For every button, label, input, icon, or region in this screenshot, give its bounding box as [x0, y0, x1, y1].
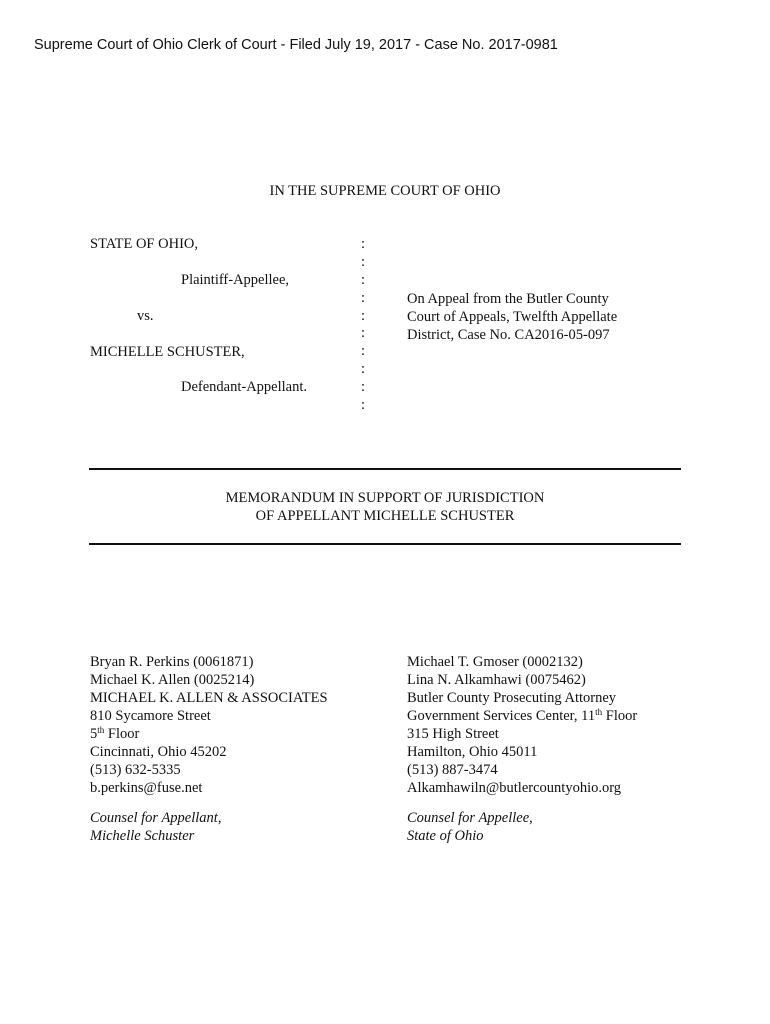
street-address: 315 High Street — [407, 726, 499, 742]
caption-separator: : — [361, 379, 366, 396]
caption-separator: : — [361, 361, 366, 378]
caption-separator: : — [361, 307, 366, 324]
building-name: Government Services Center, 11 — [407, 708, 596, 724]
caption-separator: : — [361, 289, 366, 306]
caption-separator-column — [361, 236, 371, 415]
counsel-role: Counsel for Appellee, — [407, 810, 533, 826]
appeal-origin-line: District, Case No. CA2016-05-097 — [407, 327, 610, 343]
floor-line — [90, 725, 410, 743]
top-divider — [89, 468, 681, 470]
plaintiff-role: Plaintiff-Appellee, — [181, 272, 290, 288]
memorandum-title-line: OF APPELLANT MICHELLE SCHUSTER — [255, 508, 515, 524]
defendant-name: MICHELLE SCHUSTER, — [90, 344, 245, 360]
floor-word: Floor — [104, 726, 140, 742]
caption-separator: : — [361, 397, 366, 414]
caption-separator: : — [361, 343, 366, 360]
phone-number: (513) 887-3474 — [407, 762, 498, 778]
counsel-role: Counsel for Appellant, — [90, 810, 222, 826]
appeal-origin-line: On Appeal from the Butler County — [407, 291, 609, 307]
plaintiff-name: STATE OF OHIO, — [90, 236, 198, 252]
counsel-role-party: State of Ohio — [407, 828, 484, 844]
attorney-name: Michael T. Gmoser (0002132) — [407, 654, 583, 670]
ordinal-suffix: th — [595, 707, 603, 717]
memorandum-title-line: MEMORANDUM IN SUPPORT OF JURISDICTION — [225, 490, 545, 506]
email-address: b.perkins@fuse.net — [90, 780, 203, 796]
attorney-name: Bryan R. Perkins (0061871) — [90, 654, 254, 670]
memorandum-title — [0, 489, 770, 525]
law-firm: MICHAEL K. ALLEN & ASSOCIATES — [90, 690, 328, 706]
floor-number: 5 — [90, 726, 98, 742]
floor-word: Floor — [602, 708, 638, 724]
street-address: 810 Sycamore Street — [90, 708, 211, 724]
city-state-zip: Cincinnati, Ohio 45202 — [90, 744, 227, 760]
filing-header: Supreme Court of Ohio Clerk of Court - Filed July 19, 2017 - Case No. 2017-0981 — [34, 37, 558, 53]
email-address: Alkamhawiln@butlercountyohio.org — [407, 780, 622, 796]
attorney-name: Michael K. Allen (0025214) — [90, 672, 255, 688]
caption-separator: : — [361, 325, 366, 342]
building-line — [407, 707, 727, 725]
caption-separator: : — [361, 271, 366, 288]
city-state-zip: Hamilton, Ohio 45011 — [407, 744, 538, 760]
caption-separator: : — [361, 236, 366, 252]
prosecutor-office: Butler County Prosecuting Attorney — [407, 690, 617, 706]
phone-number: (513) 632-5335 — [90, 762, 181, 778]
ordinal-suffix: th — [97, 725, 105, 735]
bottom-divider — [89, 543, 681, 545]
appeal-origin-line: Court of Appeals, Twelfth Appellate — [407, 309, 618, 325]
versus-label: vs. — [137, 308, 154, 324]
attorney-name: Lina N. Alkamhawi (0075462) — [407, 672, 586, 688]
appellee-counsel-block — [407, 653, 727, 845]
appeal-origin — [407, 290, 707, 344]
appellant-counsel-block — [90, 653, 410, 845]
caption-separator: : — [361, 253, 366, 270]
defendant-role: Defendant-Appellant. — [181, 379, 308, 395]
court-title: IN THE SUPREME COURT OF OHIO — [269, 183, 501, 199]
counsel-role-party: Michelle Schuster — [90, 828, 195, 844]
